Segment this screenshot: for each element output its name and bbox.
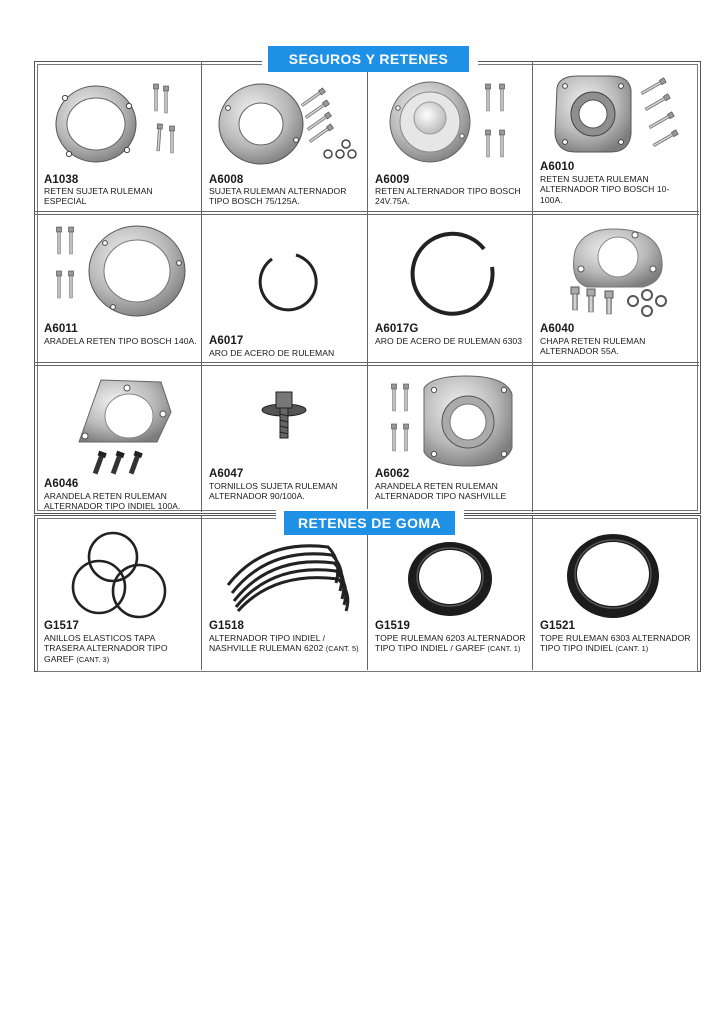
product-card[interactable] — [202, 215, 367, 362]
product-image — [49, 223, 199, 319]
product-description-text: TOPE RULEMAN 6203 ALTERNADOR TIPO TIPO INDIEL / GAREF — [375, 633, 526, 654]
product-card[interactable] — [533, 519, 696, 670]
empty-cell — [533, 366, 696, 509]
product-card[interactable] — [37, 64, 201, 211]
product-card[interactable] — [202, 366, 367, 509]
product-image — [549, 70, 694, 162]
product-code: A6017 — [209, 335, 244, 347]
section-title-seguros: SEGUROS Y RETENES — [268, 46, 469, 72]
product-quantity: (CANT. 5) — [325, 644, 359, 654]
product-description: RETEN SUJETA RULEMAN ALTERNADOR TIPO BOSCH 10-100A. — [540, 174, 670, 205]
product-description: RETEN ALTERNADOR TIPO BOSCH 24V.75A. — [375, 186, 521, 207]
product-description: CHAPA RETEN RULEMAN ALTERNADOR 55A. — [540, 336, 646, 357]
product-card[interactable] — [368, 215, 532, 362]
product-quantity: (CANT. 3) — [76, 654, 110, 664]
product-card[interactable] — [37, 519, 201, 670]
product-image — [384, 374, 524, 470]
product-card[interactable] — [368, 64, 532, 211]
product-code: G1521 — [540, 620, 576, 632]
product-description-text: ALTERNADOR TIPO INDIEL / NASHVILLE RULEMAN 6202 — [209, 633, 326, 654]
product-image — [216, 82, 366, 172]
product-description: ARANDELA RETEN RULEMAN ALTERNADOR TIPO NASHVILLE — [375, 481, 507, 502]
product-image — [406, 539, 496, 619]
divider — [34, 362, 699, 363]
section-title-goma: RETENES DE GOMA — [284, 511, 455, 535]
product-image — [67, 527, 177, 627]
product-description: TORNILLOS SUJETA RULEMAN ALTERNADOR 90/100A. — [209, 481, 338, 502]
product-code: A6017G — [375, 323, 419, 335]
product-image — [406, 223, 506, 323]
product-card[interactable] — [533, 64, 696, 211]
product-code: A6010 — [540, 161, 575, 173]
product-code: A6040 — [540, 323, 575, 335]
product-image — [250, 384, 320, 448]
product-description-text: ANILLOS ELASTICOS TAPA TRASERA ALTERNADOR TIPO GAREF — [44, 633, 168, 664]
product-code: A6046 — [44, 478, 79, 490]
product-code: A6062 — [375, 468, 410, 480]
product-card[interactable] — [37, 366, 201, 512]
product-image — [51, 76, 201, 176]
product-card[interactable] — [533, 215, 696, 362]
product-image — [224, 533, 354, 613]
product-code: A6008 — [209, 174, 244, 186]
product-code: A1038 — [44, 174, 79, 186]
product-description — [375, 633, 528, 655]
product-description — [209, 633, 363, 655]
product-image — [563, 221, 683, 321]
product-description — [540, 633, 692, 655]
product-description: ARO DE ACERO DE RULEMAN — [209, 348, 335, 358]
divider — [34, 211, 699, 212]
product-card[interactable] — [202, 519, 367, 670]
product-description-text: TOPE RULEMAN 6303 ALTERNADOR TIPO TIPO INDIEL — [540, 633, 691, 654]
product-image — [252, 245, 322, 315]
product-code: A6011 — [44, 323, 78, 335]
product-description: SUJETA RULEMAN ALTERNADOR TIPO BOSCH 75/125A. — [209, 186, 347, 207]
product-card[interactable] — [368, 519, 532, 670]
product-code: A6047 — [209, 468, 244, 480]
product-code: G1518 — [209, 620, 245, 632]
product-image — [565, 531, 665, 621]
product-description: ARO DE ACERO DE RULEMAN 6303 — [375, 336, 523, 346]
product-card[interactable] — [202, 64, 367, 211]
product-description: ARANDELA RETEN RULEMAN ALTERNADOR TIPO INDIEL 100A. — [44, 491, 181, 512]
product-code: A6009 — [375, 174, 410, 186]
product-description — [44, 633, 197, 665]
product-image — [386, 78, 526, 170]
product-card[interactable] — [37, 215, 201, 362]
product-code: G1519 — [375, 620, 411, 632]
product-quantity: (CANT. 1) — [615, 644, 649, 654]
product-code: G1517 — [44, 620, 80, 632]
product-description: RETEN SUJETA RULEMAN ESPECIAL — [44, 186, 153, 207]
product-image — [73, 376, 177, 480]
product-card[interactable] — [368, 366, 532, 509]
product-description: ARADELA RETEN TIPO BOSCH 140A. — [44, 336, 197, 346]
product-quantity: (CANT. 1) — [487, 644, 521, 654]
